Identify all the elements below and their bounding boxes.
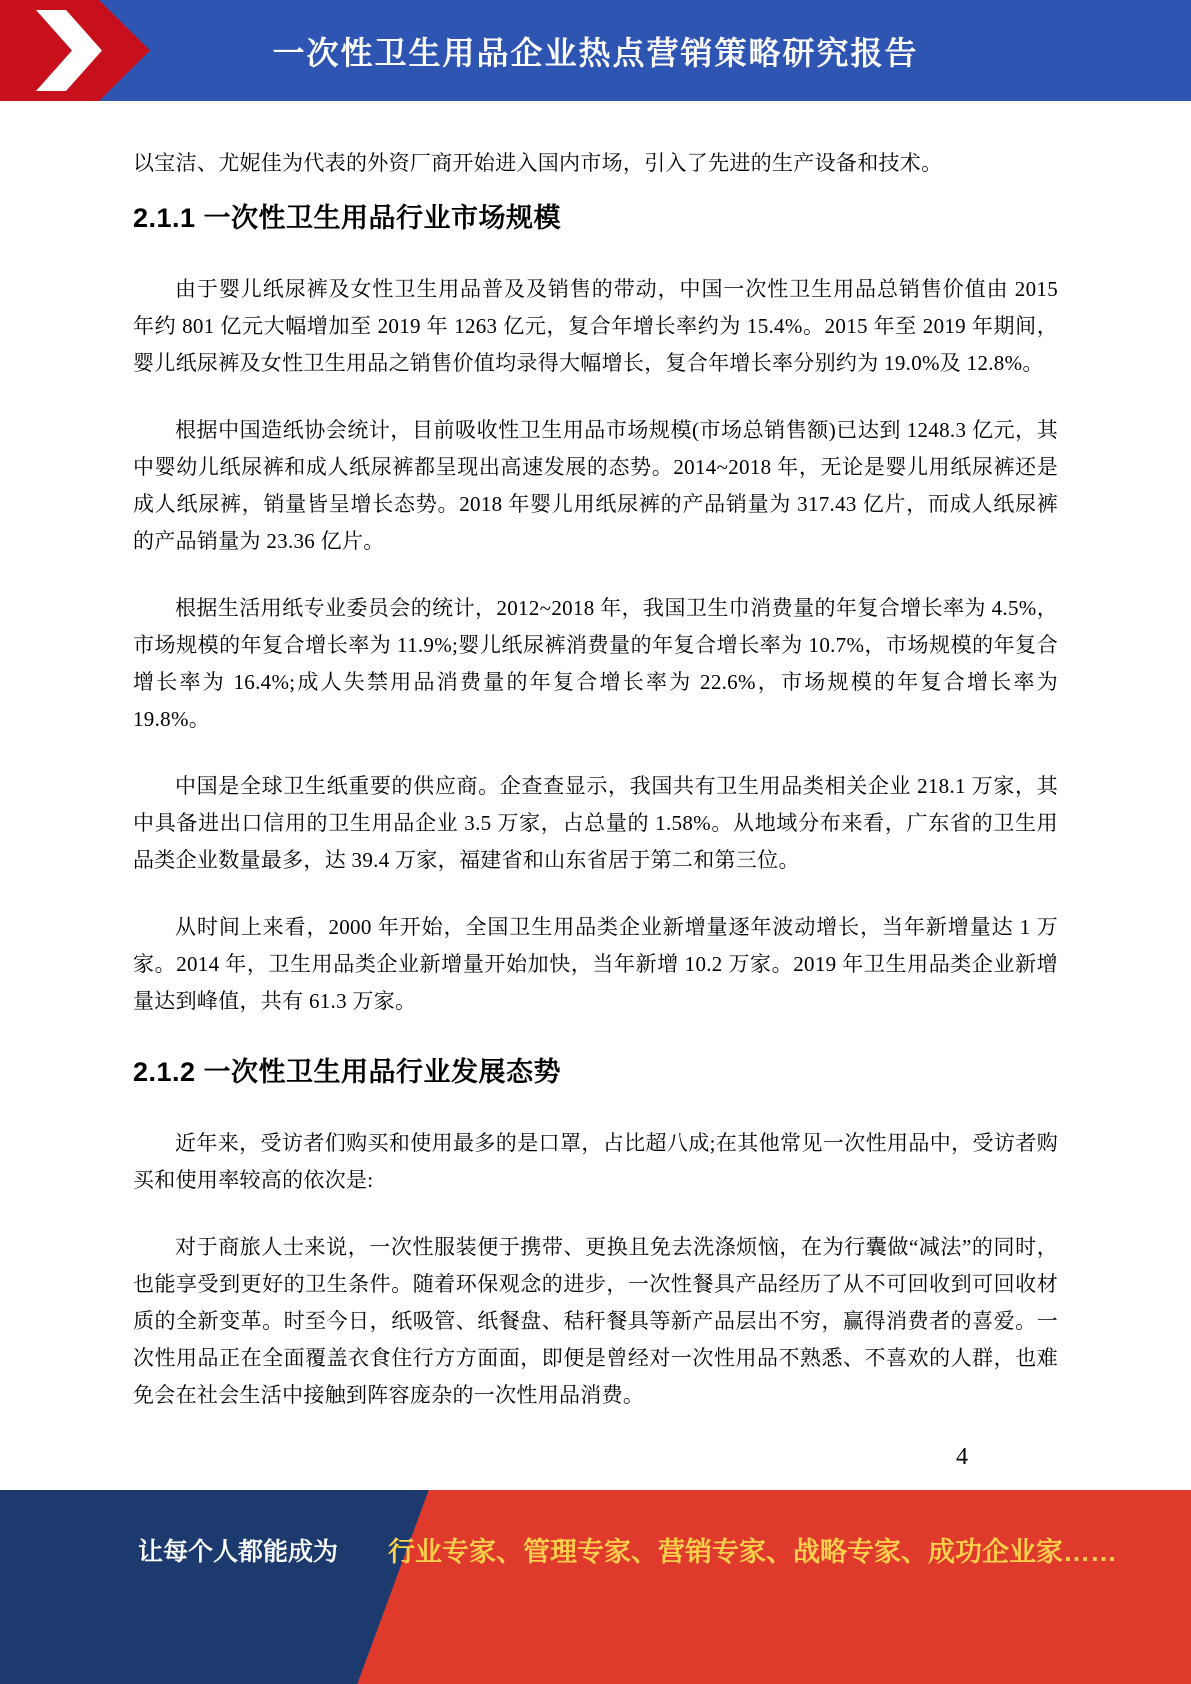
page-number: 4 [956, 1444, 968, 1470]
section-heading-2-1-2: 2.1.2 一次性卫生用品行业发展态势 [133, 1057, 562, 1087]
chevron-right-icon [0, 0, 150, 101]
footer-slogan-left: 让每个人都能成为 [138, 1538, 339, 1566]
page-header [0, 0, 1191, 101]
paragraph: 近年来，受访者们购买和使用最多的是口罩，占比超八成;在其他常见一次性用品中，受访者购买和使用率较高的依次是: [133, 1131, 1058, 1192]
paragraph: 根据中国造纸协会统计，目前吸收性卫生用品市场规模(市场总销售额)已达到 1248.3 亿元，其中婴幼儿纸尿裤和成人纸尿裤都呈现出高速发展的态势。2014~2018 年，无论是婴儿用纸尿裤还是成人纸尿裤，销量皆呈增长态势。2018 年婴儿用纸尿裤的产品销量为 317.43 亿片，而成人纸尿裤的产品销量为 23.36 亿片。 [133, 418, 1058, 553]
paragraph: 对于商旅人士来说，一次性服装便于携带、更换且免去洗涤烦恼，在为行囊做“减法”的同时，也能享受到更好的卫生条件。随着环保观念的进步，一次性餐具产品经历了从不可回收到可回收材质的全新变革。时至今日，纸吸管、纸餐盘、秸秆餐具等新产品层出不穷，赢得消费者的喜爱。一次性用品正在全面覆盖衣食住行方方面面，即便是曾经对一次性用品不熟悉、不喜欢的人群，也难免会在社会生活中接触到阵容庞杂的一次性用品消费。 [133, 1235, 1058, 1407]
intro-paragraph: 以宝洁、尤妮佳为代表的外资厂商开始进入国内市场，引入了先进的生产设备和技术。 [133, 151, 943, 175]
paragraph: 从时间上来看，2000 年开始，全国卫生用品类企业新增量逐年波动增长，当年新增量达 1 万家。2014 年，卫生用品类企业新增量开始加快，当年新增 10.2 万家。2019 年卫生用品类企业新增量达到峰值，共有 61.3 万家。 [133, 915, 1058, 1013]
red-arrow-decoration [0, 0, 150, 101]
paragraph: 根据生活用纸专业委员会的统计，2012~2018 年，我国卫生巾消费量的年复合增长率为 4.5%，市场规模的年复合增长率为 11.9%;婴儿纸尿裤消费量的年复合增长率为 10.7%，市场规模的年复合增长率为 16.4%;成人失禁用品消费量的年复合增长率为 22.6%，市场规模的年复合增长率为 19.8%。 [133, 596, 1058, 731]
document-body [0, 101, 1191, 1471]
report-title: 一次性卫生用品企业热点营销策略研究报告 [272, 34, 919, 71]
section-heading-2-1-1: 2.1.1 一次性卫生用品行业市场规模 [133, 203, 562, 233]
paragraph: 由于婴儿纸尿裤及女性卫生用品普及及销售的带动，中国一次性卫生用品总销售价值由 2015 年约 801 亿元大幅增加至 2019 年 1263 亿元，复合年增长率约为 15.4%。2015 年至 2019 年期间，婴儿纸尿裤及女性卫生用品之销售价值均录得大幅增长，复合年增长率分别约为 19.0%及 12.8%。 [133, 277, 1058, 375]
paragraph: 中国是全球卫生纸重要的供应商。企查查显示，我国共有卫生用品类相关企业 218.1 万家，其中具备进出口信用的卫生用品企业 3.5 万家，占总量的 1.58%。从地域分布来看，广东省的卫生用品类企业数量最多，达 39.4 万家，福建省和山东省居于第二和第三位。 [133, 774, 1058, 872]
footer-right-panel [0, 1490, 1191, 1684]
footer-slogan-right: 行业专家、管理专家、营销专家、战略专家、成功企业家…… [388, 1537, 1117, 1567]
page-footer [0, 1490, 1191, 1684]
